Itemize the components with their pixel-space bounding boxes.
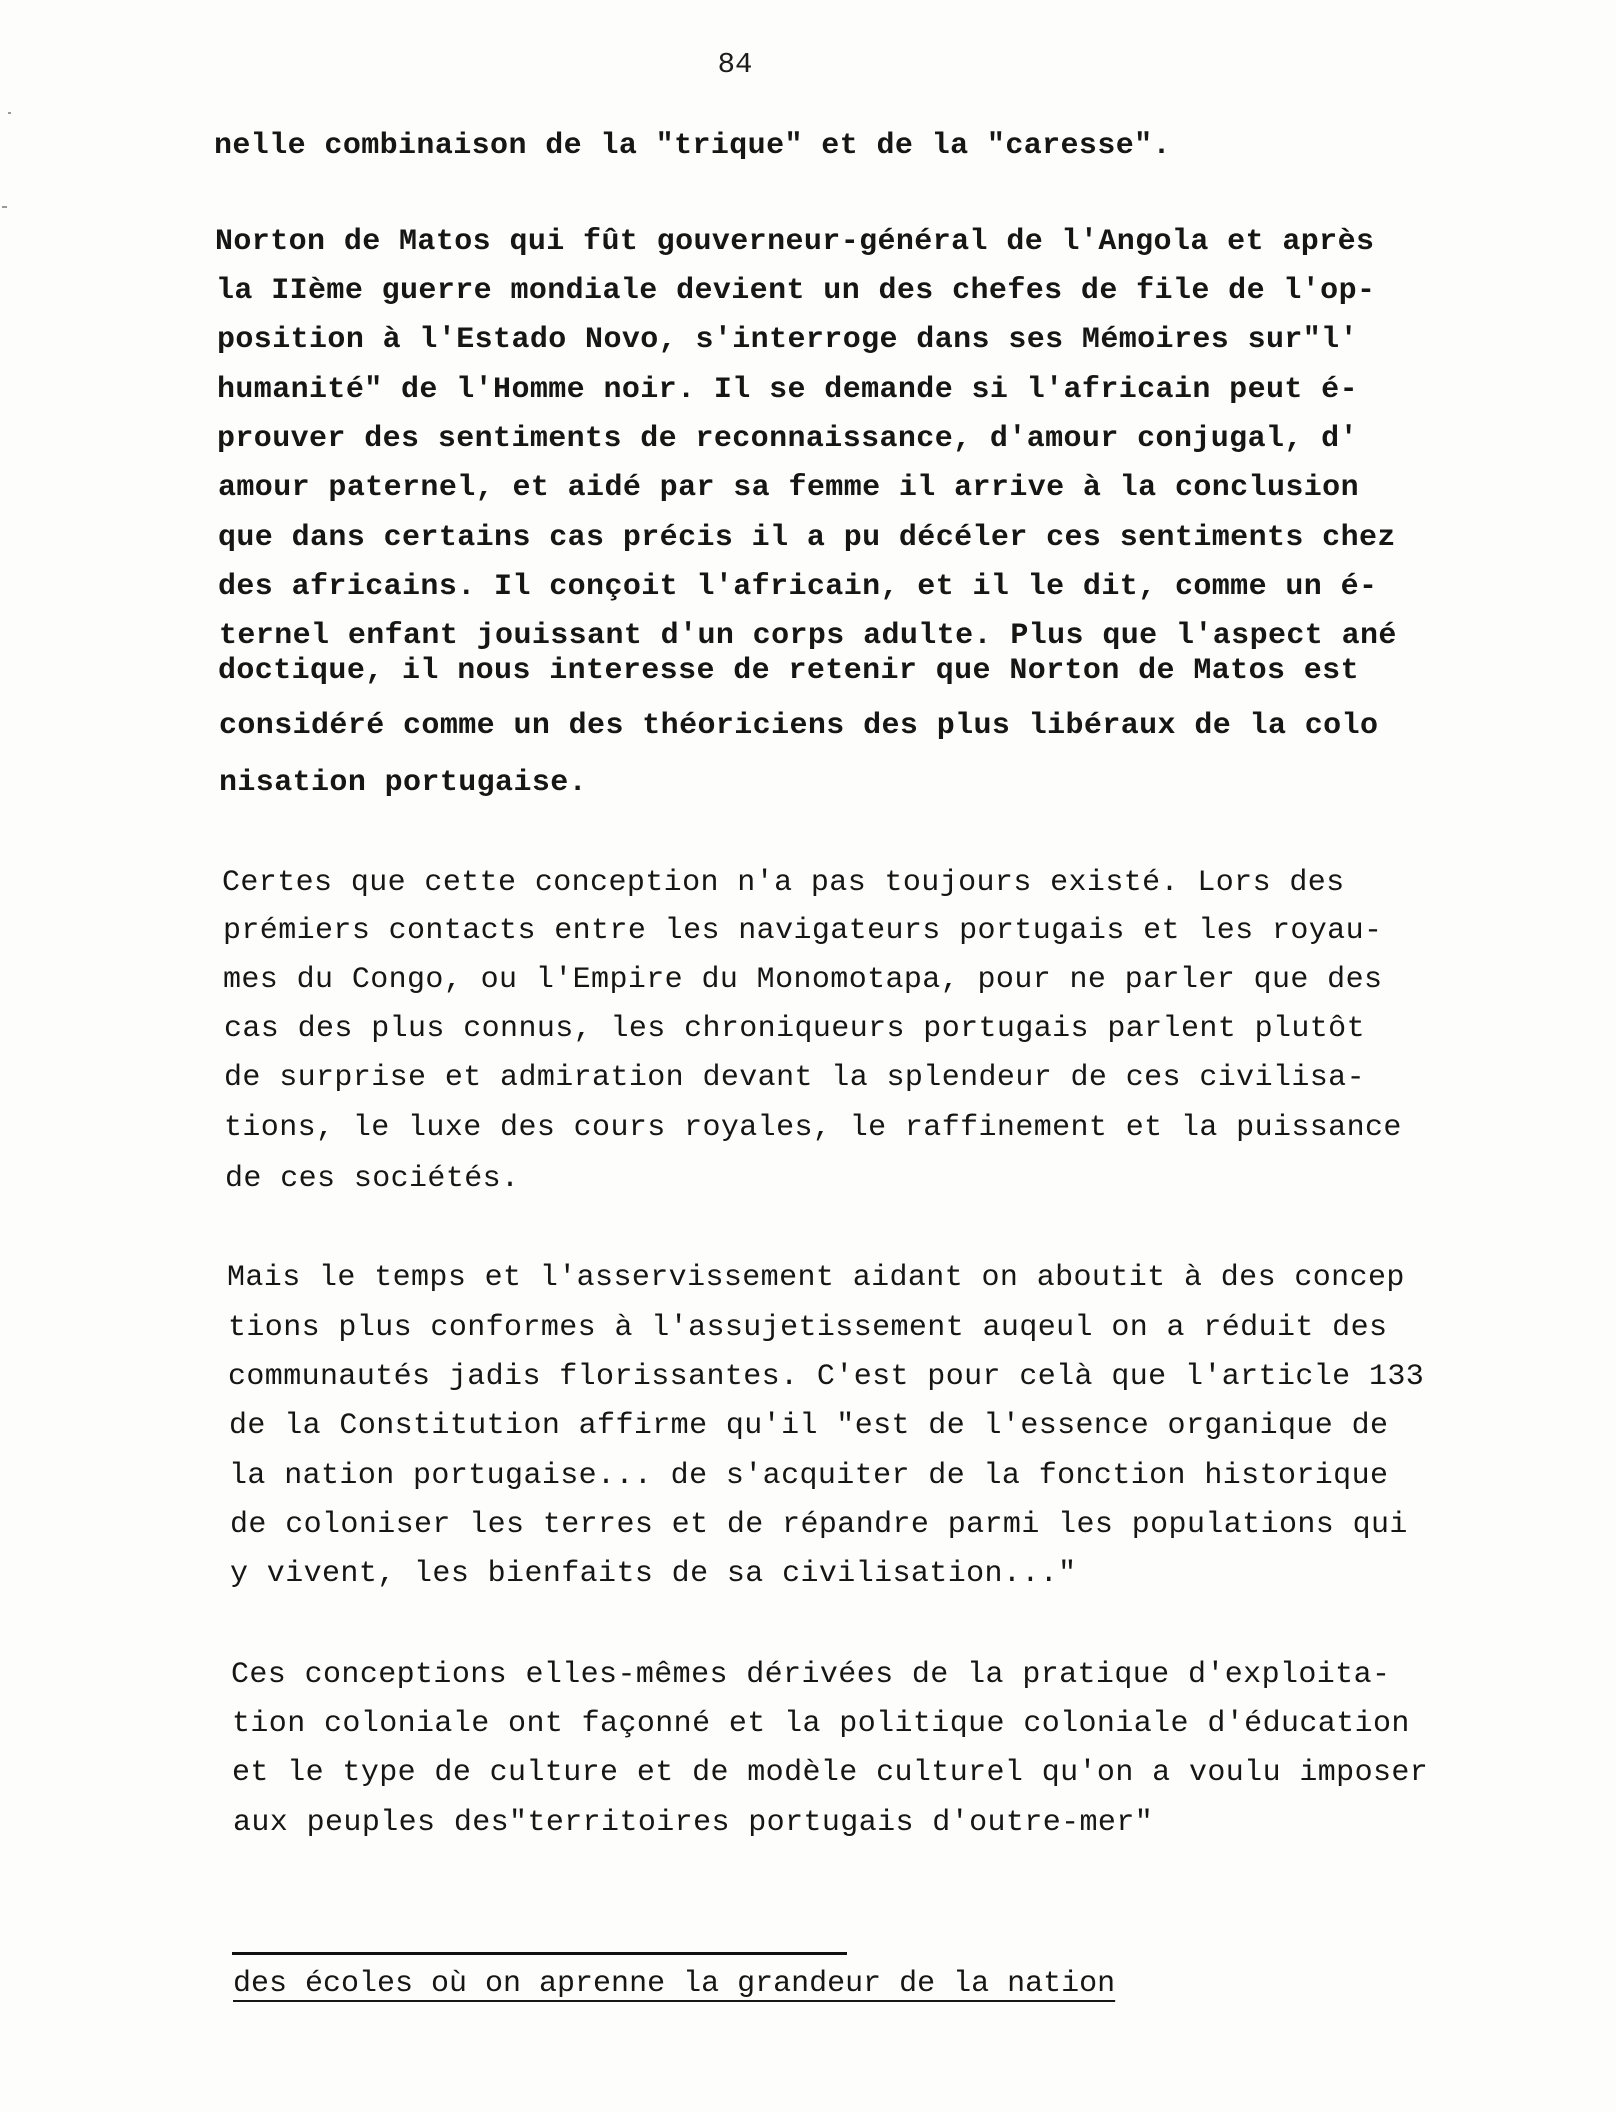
text-line: nisation portugaise. — [219, 766, 588, 800]
footnote-rule — [232, 1952, 847, 1955]
text-line: communautés jadis florissantes. C'est pour celà que l'article 133 — [228, 1360, 1425, 1394]
text-line: position à l'Estado Novo, s'interroge dans ses Mémoires sur"l' — [217, 323, 1358, 357]
text-line: aux peuples des"territoires portugais d'outre-mer" — [233, 1806, 1154, 1840]
text-line: tion coloniale ont façonné et la politique coloniale d'éducation — [232, 1707, 1410, 1741]
text-line: de surprise et admiration devant la splendeur de ces civilisa- — [224, 1061, 1365, 1095]
text-line: doctique, il nous interesse de retenir que Norton de Matos est — [218, 654, 1359, 688]
text-line: de ces sociétés. — [225, 1162, 520, 1196]
scan-speck — [8, 112, 11, 114]
text-line: de la Constitution affirme qu'il "est de l'essence organique de — [229, 1409, 1389, 1443]
text-line: prouver des sentiments de reconnaissance, d'amour conjugal, d' — [217, 422, 1358, 456]
text-line: nelle combinaison de la "trique" et de la "caresse". — [214, 129, 1171, 163]
text-line: Certes que cette conception n'a pas toujours existé. Lors des — [222, 866, 1345, 900]
text-line: Norton de Matos qui fût gouverneur-général de l'Angola et après — [215, 225, 1375, 259]
text-line: Ces conceptions elles-mêmes dérivées de la pratique d'exploita- — [231, 1658, 1391, 1692]
text-line: et le type de culture et de modèle culturel qu'on a voulu imposer — [232, 1756, 1429, 1790]
text-line: Mais le temps et l'asservissement aidant on aboutit à des concep — [227, 1261, 1405, 1295]
text-line: cas des plus connus, les chroniqueurs portugais parlent plutôt — [224, 1012, 1365, 1046]
text-line: la IIème guerre mondiale devient un des chefes de file de l'op- — [216, 274, 1376, 308]
text-line: tions plus conformes à l'assujetissement auqeul on a réduit des — [228, 1311, 1388, 1345]
page-number: 84 — [717, 48, 753, 81]
scan-speck — [2, 206, 7, 208]
text-line: y vivent, les bienfaits de sa civilisation..." — [230, 1557, 1077, 1591]
text-line: prémiers contacts entre les navigateurs portugais et les royau- — [223, 914, 1383, 948]
text-line: des africains. Il conçoit l'africain, et il le dit, comme un é- — [218, 570, 1378, 604]
text-line: ternel enfant jouissant d'un corps adulte. Plus que l'aspect ané — [219, 619, 1397, 653]
text-line: que dans certains cas précis il a pu décéler ces sentiments chez — [218, 521, 1396, 555]
text-line: de coloniser les terres et de répandre parmi les populations qui — [230, 1508, 1408, 1542]
text-line: tions, le luxe des cours royales, le raffinement et la puissance — [224, 1111, 1402, 1145]
text-line: humanité" de l'Homme noir. Il se demande si l'africain peut é- — [217, 373, 1358, 407]
footnote-text: des écoles où on aprenne la grandeur de la nation — [233, 1967, 1116, 2001]
text-line: mes du Congo, ou l'Empire du Monomotapa, pour ne parler que des — [223, 963, 1383, 997]
text-line: la nation portugaise... de s'acquiter de la fonction historique — [229, 1459, 1389, 1493]
text-line: amour paternel, et aidé par sa femme il arrive à la conclusion — [218, 471, 1359, 505]
text-line: considéré comme un des théoriciens des plus libéraux de la colo — [219, 709, 1379, 743]
